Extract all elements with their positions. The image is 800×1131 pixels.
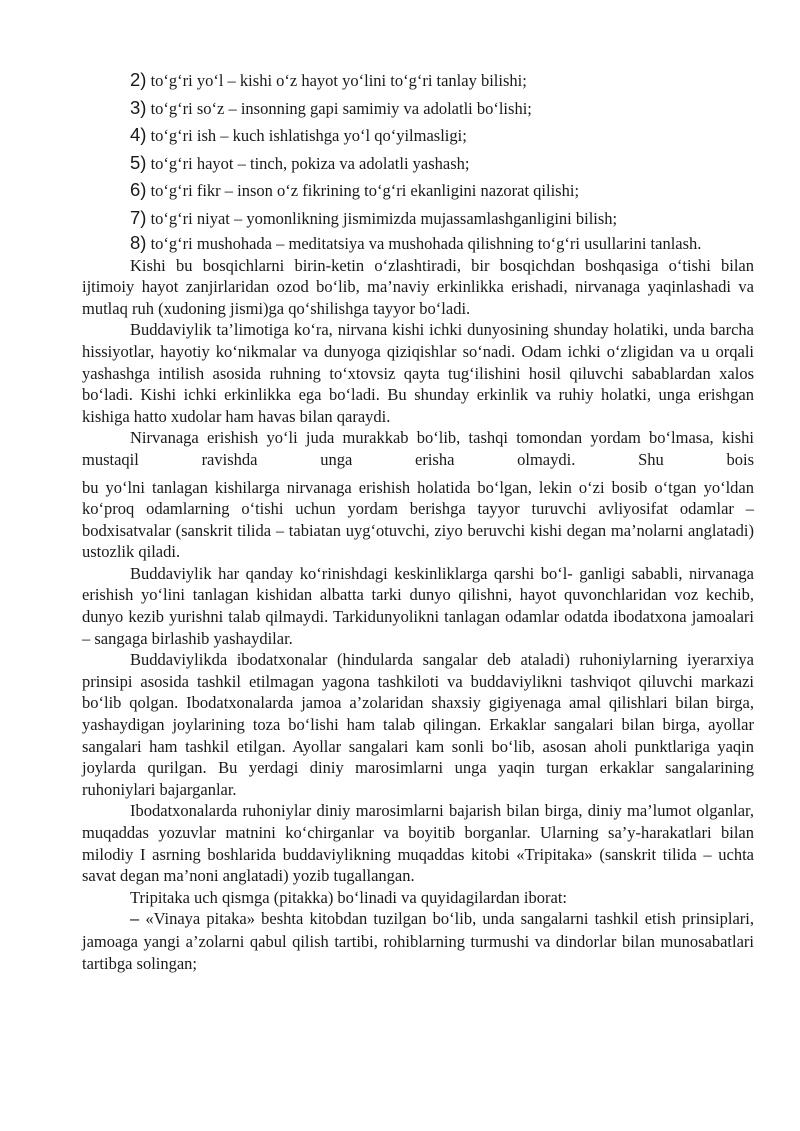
paragraph: Tripitaka uch qismga (pitakka) bo‘linadi va quyidagilardan iborat:: [130, 887, 567, 907]
list-item: [82, 121, 754, 149]
list-number: 8): [130, 231, 147, 253]
list-item: [82, 149, 754, 177]
paragraph-continued: bu yo‘lni tanlagan kishilarga nirvanaga erishish holatida bo‘lgan, lekin o‘zi bosib o‘tgan yo‘ldan ko‘proq odamlarning o‘tishi uchun yordam berishga tayyor turuvchi avliyosifat odamlar – bodxisatvalar (sanskrit tilida – tabiatan uyg‘otuvchi, ziyo beruvchi kishi degan ma’nolarni anglatadi) ustozlik qiladi.: [82, 477, 754, 562]
list-item: [82, 204, 754, 232]
list-item: [82, 176, 754, 204]
document-page: [82, 66, 754, 974]
dash-list-item: [82, 908, 754, 974]
list-text: to‘g‘ri mushohada – meditatsiya va mushohada qilishning to‘g‘ri usullarini tanlash.: [146, 233, 702, 253]
paragraph: Nirvanaga erishish yo‘li juda murakkab bo‘lib, tashqi tomondan yordam bo‘lmasa, kishi mustaqil ravishda unga erisha olmaydi. Shu bois: [82, 428, 754, 469]
list-item: [82, 66, 754, 94]
list-number: 2): [130, 69, 147, 90]
list-text: to‘g‘ri niyat – yomonlikning jismimizda mujassamlashganligini bilish;: [146, 208, 618, 228]
list-number: 7): [130, 206, 147, 228]
dash-list-text: «Vinaya pitaka» beshta kitobdan tuzilgan bo‘lib, unda sangalarni tashkil etish prinsiplari, jamoaga yangi a’zolarni qabul qilish tartibi, rohiblarning turmushi va dindorlar bilan munosabatlari tartibga solingan;: [82, 909, 754, 973]
list-item-last: [82, 232, 754, 255]
dash-bullet: –: [130, 910, 140, 929]
paragraph: Buddaviylikda ibodatxonalar (hindularda sangalar deb ataladi) ruhoniylarning iyerarxiya prinsipi asosida tashkil etilmagan yagona tashkiloti va buddaviylikni tashviqot qiluvchi markazi bo‘lib qolgan. Ibodatxonalarda jamoa a’zolaridan shaxsiy gigiyenaga amal qilishlari bilan birga, yashaydigan joylarining toza bo‘lishi ham talab qilingan. Erkaklar sangalari bilan birga, ayollar sangalari ham tashkil etilgan. Ayollar sangalari kam sonli bo‘lib, asosan aholi punktlariga yaqin joylarda qurilgan. Bu yerdagi diniy marosimlarni unga yaqin turgan erkaklar sangalarining ruhoniylari bajarganlar.: [82, 650, 754, 799]
list-number: 6): [130, 179, 147, 201]
list-text: to‘g‘ri fikr – inson o‘z fikrining to‘g‘ri ekanligini nazorat qilishi;: [146, 181, 580, 201]
list-text: to‘g‘ri ish – kuch ishlatishga yo‘l qo‘yilmasligi;: [146, 126, 467, 146]
list-text: to‘g‘ri so‘z – insonning gapi samimiy va adolatli bo‘lishi;: [146, 98, 532, 118]
paragraph: Buddaviylik har qanday ko‘rinishdagi keskinliklarga qarshi bo‘l- ganligi sababli, nirvanaga erishish yo‘lini tanlagan kishidan albatta tarki dunyo qilishni, hayot quvonchlaridan voz kechib, dunyo kezib yurishni talab qilmaydi. Tarkidunyolikni tanlagan odamlar odatda ibodatxona jamoalari – sangaga birlashib yashaydilar.: [82, 563, 754, 648]
paragraph: Ibodatxonalarda ruhoniylar diniy marosimlarni bajarish bilan birga, diniy ma’lumot olganlar, muqaddas yozuvlar matnini ko‘chirganlar va boyitib borganlar. Ularning sa’y-harakatlari bilan milodiy I asrning boshlarida buddaviylikning muqaddas kitobi «Tripitaka» (sanskrit tilida – uchta savat degan ma’noni anglatadi) yozib tugallangan.: [82, 801, 754, 886]
list-text: to‘g‘ri yo‘l – kishi o‘z hayot yo‘lini to‘g‘ri tanlay bilishi;: [146, 71, 527, 90]
paragraph: Kishi bu bosqichlarni birin-ketin o‘zlashtiradi, bir bosqichdan boshqasiga o‘tishi bilan ijtimoiy hayot zanjirlaridan ozod bo‘lib, ma’naviy erkinlikka erishadi, nirvanaga yaqinlashadi va mutlaq ruh (xudoning jismi)ga qo‘shilishga tayyor bo‘ladi.: [82, 255, 754, 318]
list-number: 3): [130, 96, 147, 118]
list-text: to‘g‘ri hayot – tinch, pokiza va adolatli yashash;: [146, 153, 470, 173]
paragraph: Buddaviylik ta’limotiga ko‘ra, nirvana kishi ichki dunyosining shunday holatiki, unda barcha hissiyotlar, hayotiy ko‘nikmalar va dunyoga qiziqishlar so‘nadi. Odam ichki o‘zligidan va u orqali yashashga intilish asosida ruhning to‘xtovsiz qayta tug‘ilishini hosil qiluvchi sabablardan xalos bo‘ladi. Kishi ichki erkinlikka ega bo‘ladi. Bu shunday erkinlik va ruhiy holatki, unga erishgan kishiga hatto xudolar ham havas bilan qaraydi.: [82, 320, 754, 426]
list-item: [82, 94, 754, 122]
list-number: 4): [130, 124, 147, 146]
list-number: 5): [130, 151, 147, 173]
